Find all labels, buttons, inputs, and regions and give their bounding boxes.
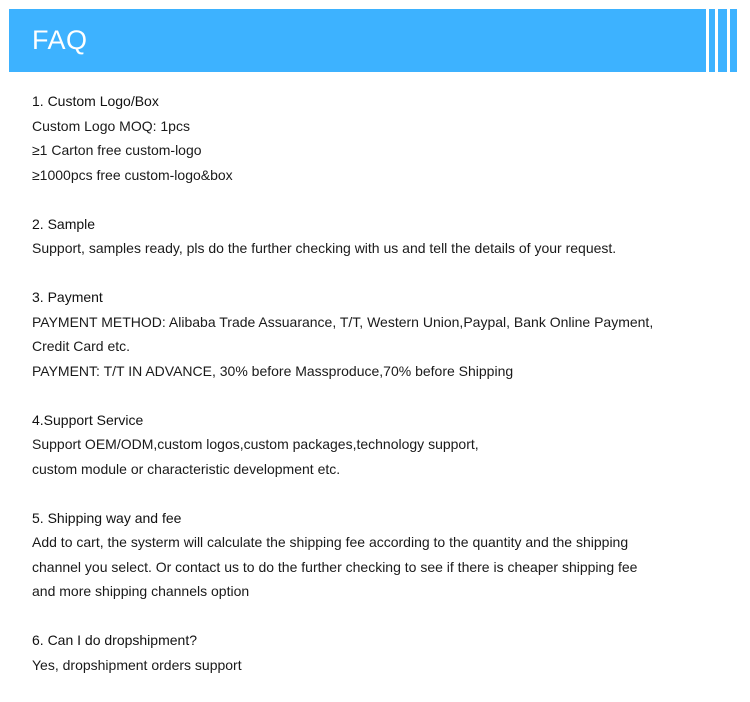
faq-answer-line: ≥1000pcs free custom-logo&box	[32, 166, 233, 183]
faq-question: 1. Custom Logo/Box	[32, 93, 159, 109]
faq-answer-line: Add to cart, the systerm will calculate the shipping fee according to the quantity and the shipping	[32, 534, 629, 550]
faq-answer-line: Yes, dropshipment orders support	[32, 656, 242, 673]
banner-stripe	[706, 9, 709, 72]
faq-answer-line: PAYMENT: T/T IN ADVANCE, 30% before Massproduce,70% before Shipping	[32, 362, 514, 379]
faq-section-support-service	[32, 408, 732, 482]
faq-answer-line: Support OEM/ODM,custom logos,custom packages,technology support,	[32, 436, 479, 452]
banner-stripe	[715, 9, 718, 72]
faq-question: 4.Support Service	[32, 411, 144, 428]
faq-answer-line: custom module or characteristic development etc.	[32, 460, 341, 477]
faq-answer-line: Custom Logo MOQ: 1pcs	[32, 117, 190, 134]
banner-stripe	[727, 9, 730, 72]
faq-section-shipping	[32, 506, 732, 604]
faq-answer-line: Support, samples ready, pls do the further checking with us and tell the details of your request.	[32, 240, 617, 256]
faq-answer-line: channel you select. Or contact us to do the further checking to see if there is cheaper shipping fee	[32, 558, 638, 575]
faq-list	[32, 89, 732, 702]
faq-answer-line: PAYMENT METHOD: Alibaba Trade Assuarance, T/T, Western Union,Paypal, Bank Online Payment,	[32, 313, 654, 330]
faq-answer-line: ≥1 Carton free custom-logo	[32, 142, 202, 158]
faq-banner	[9, 9, 740, 72]
faq-answer-line: and more shipping channels option	[32, 583, 250, 599]
faq-answer-line: Credit Card etc.	[32, 338, 131, 354]
faq-section-payment	[32, 285, 732, 383]
page-title: FAQ	[32, 25, 88, 55]
faq-question: 3. Payment	[32, 289, 103, 305]
faq-question: 2. Sample	[32, 215, 96, 232]
banner-stripe	[737, 9, 740, 72]
faq-question: 5. Shipping way and fee	[32, 509, 182, 526]
faq-section-custom-logo	[32, 89, 732, 187]
faq-section-dropshipment	[32, 628, 732, 677]
faq-question: 6. Can I do dropshipment?	[32, 632, 197, 648]
faq-section-sample	[32, 212, 732, 261]
